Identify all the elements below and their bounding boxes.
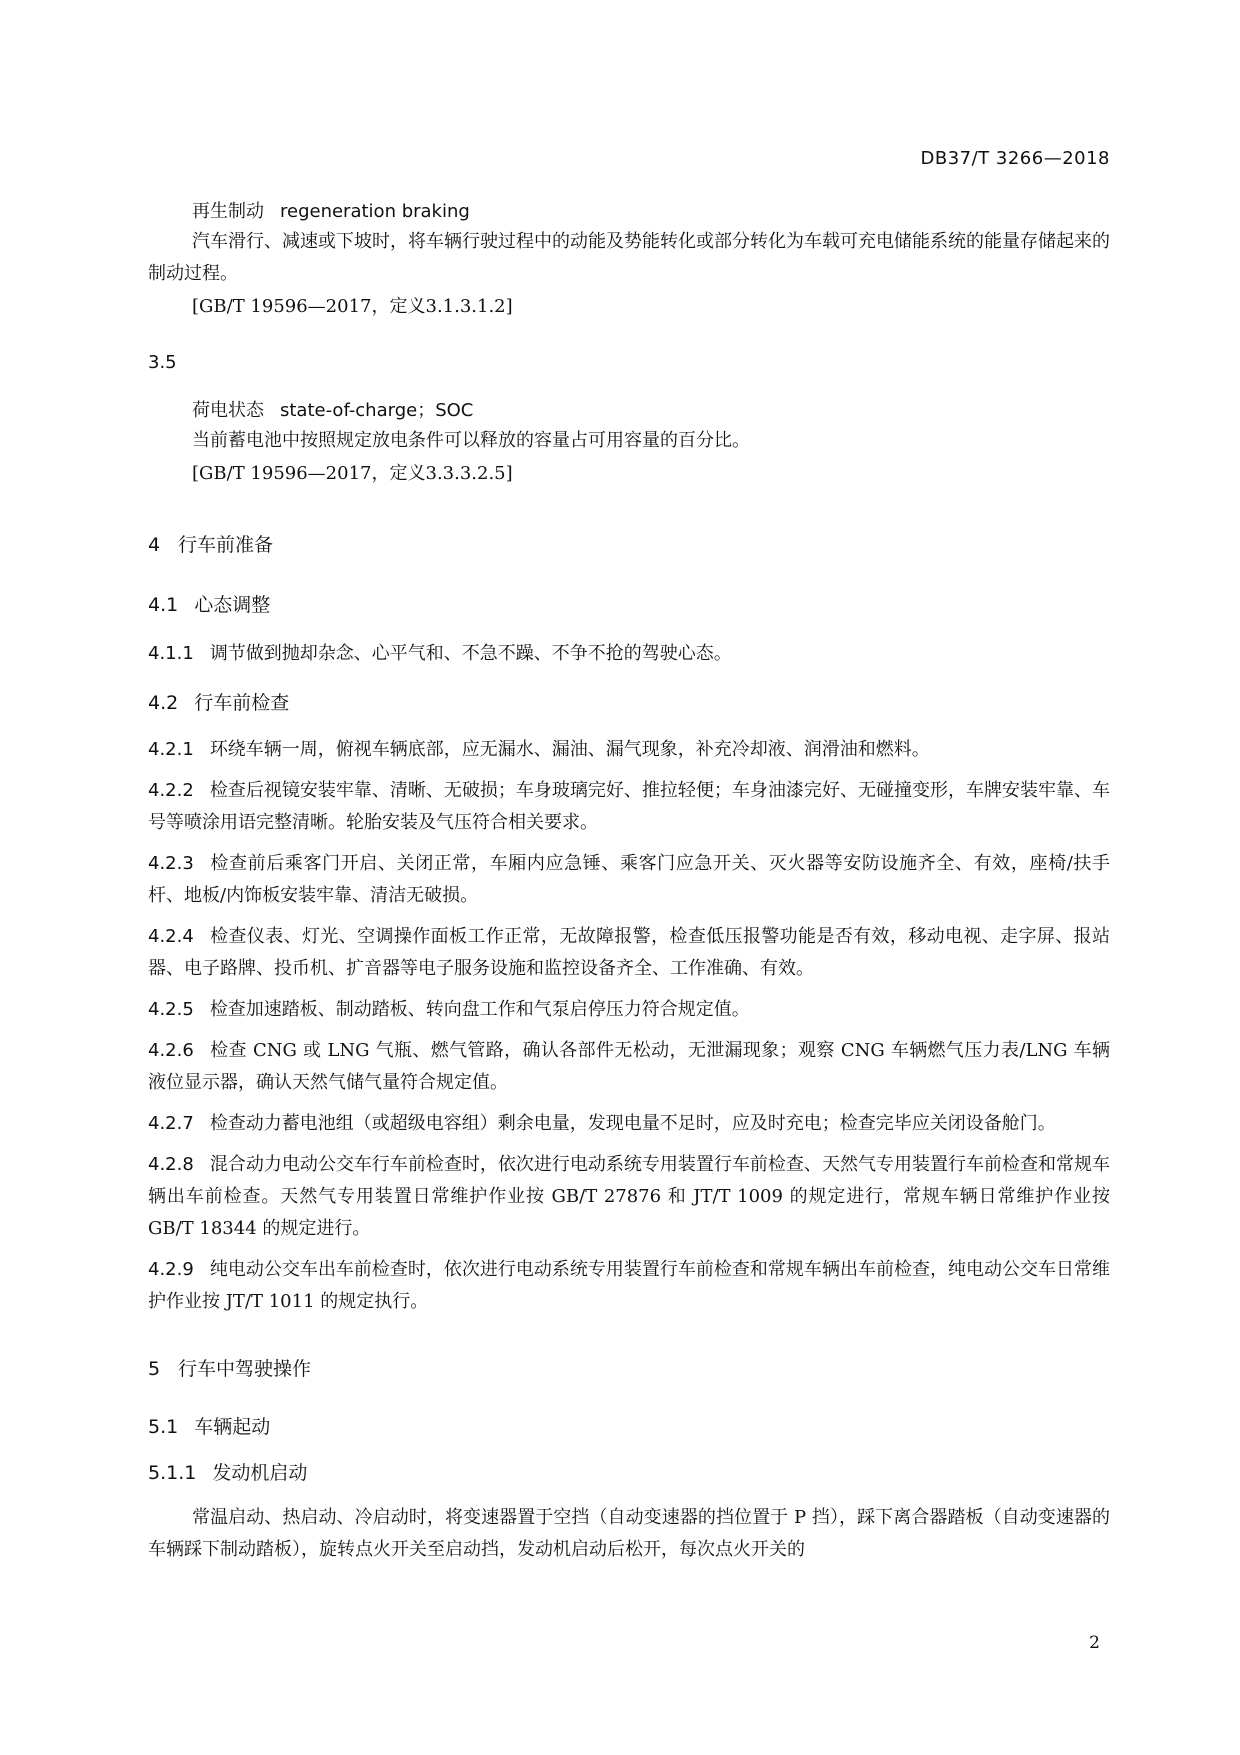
clause-item xyxy=(148,921,1110,985)
heading-title: 行车中驾驶操作 xyxy=(178,1358,312,1380)
heading-title: 发动机启动 xyxy=(212,1462,308,1484)
clause-number: 4.2.3 xyxy=(148,853,194,874)
clause-number: 4.2.1 xyxy=(148,739,194,760)
clause-text: 纯电动公交车出车前检查时，依次进行电动系统专用装置行车前检查和常规车辆出车前检查，纯电动公交车日常维护作业按 JT/T 1011 的规定执行。 xyxy=(148,1259,1110,1312)
section-3-5-number: 3.5 xyxy=(148,352,177,373)
heading-title: 心态调整 xyxy=(194,594,271,616)
page-content xyxy=(148,198,1110,1566)
section-4-1-heading xyxy=(148,590,1110,620)
clause-4-1-1 xyxy=(148,638,1110,670)
heading-number: 4.2 xyxy=(148,692,179,714)
term-cn: 荷电状态 xyxy=(192,400,264,421)
term-reference: [GB/T 19596—2017，定义3.1.3.1.2] xyxy=(192,296,513,317)
clause-item xyxy=(148,848,1110,912)
clause-text: 检查动力蓄电池组（或超级电容组）剩余电量，发现电量不足时，应及时充电；检查完毕应关闭设备舱门。 xyxy=(209,1113,1056,1134)
term-regeneration-braking xyxy=(192,198,1110,226)
heading-number: 5 xyxy=(148,1358,161,1380)
section-4-heading xyxy=(148,530,1110,560)
clause-text: 检查前后乘客门开启、关闭正常，车厢内应急锤、乘客门应急开关、灭火器等安防设施齐全、有效，座椅/扶手杆、地板/内饰板安装牢靠、清洁无破损。 xyxy=(148,853,1110,906)
heading-number: 5.1.1 xyxy=(148,1462,197,1484)
clause-item xyxy=(148,734,1110,766)
clause-number: 4.2.6 xyxy=(148,1040,194,1061)
clause-text: 环绕车辆一周，俯视车辆底部，应无漏水、漏油、漏气现象，补充冷却液、润滑油和燃料。 xyxy=(209,739,930,760)
clause-number: 4.2.4 xyxy=(148,926,194,947)
clause-text: 检查 CNG 或 LNG 气瓶、燃气管路，确认各部件无松动，无泄漏现象；观察 CNG 车辆燃气压力表/LNG 车辆液位显示器，确认天然气储气量符合规定值。 xyxy=(148,1040,1110,1093)
clause-number: 4.2.5 xyxy=(148,999,194,1020)
heading-number: 4 xyxy=(148,534,161,556)
heading-number: 4.1 xyxy=(148,594,179,616)
clause-number: 4.1.1 xyxy=(148,643,194,664)
clause-text: 调节做到抛却杂念、心平气和、不急不躁、不争不抢的驾驶心态。 xyxy=(209,643,732,664)
clause-item xyxy=(148,994,1110,1026)
clause-number: 4.2.8 xyxy=(148,1154,194,1175)
term-en: state-of-charge；SOC xyxy=(280,400,474,421)
section-5-heading xyxy=(148,1354,1110,1384)
clause-item xyxy=(148,1035,1110,1099)
term-cn: 再生制动 xyxy=(192,201,264,222)
paragraph-5-1-1: 常温启动、热启动、冷启动时，将变速器置于空挡（自动变速器的挡位置于 P 挡），踩下离合器踏板（自动变速器的车辆踩下制动踏板），旋转点火开关至启动挡，发动机启动后松开，每次点火开关的 xyxy=(148,1507,1110,1560)
heading-title: 行车前检查 xyxy=(194,692,290,714)
clause-number: 4.2.2 xyxy=(148,780,194,801)
section-5-1-heading xyxy=(148,1412,1110,1442)
clause-text: 混合动力电动公交车行车前检查时，依次进行电动系统专用装置行车前检查、天然气专用装置行车前检查和常规车辆出车前检查。天然气专用装置日常维护作业按 GB/T 27876 和 JT/T 1009 的规定进行，常规车辆日常维护作业按 GB/T 18344 的规定进行。 xyxy=(148,1154,1110,1239)
clause-number: 4.2.7 xyxy=(148,1113,194,1134)
term-en: regeneration braking xyxy=(280,201,470,222)
clause-list-4-2 xyxy=(148,734,1110,1318)
clause-item xyxy=(148,1108,1110,1140)
clause-item xyxy=(148,1149,1110,1245)
term-reference: [GB/T 19596—2017，定义3.3.3.2.5] xyxy=(192,463,513,484)
clause-text: 检查仪表、灯光、空调操作面板工作正常，无故障报警，检查低压报警功能是否有效，移动电视、走字屏、报站器、电子路牌、投币机、扩音器等电子服务设施和监控设备齐全、工作准确、有效。 xyxy=(148,926,1110,979)
term-definition: 当前蓄电池中按照规定放电条件可以释放的容量占可用容量的百分比。 xyxy=(192,430,750,451)
section-5-1-1-heading xyxy=(148,1458,1110,1488)
heading-number: 5.1 xyxy=(148,1416,179,1438)
heading-title: 车辆起动 xyxy=(194,1416,271,1438)
clause-item xyxy=(148,1254,1110,1318)
clause-number: 4.2.9 xyxy=(148,1259,194,1280)
heading-title: 行车前准备 xyxy=(178,534,274,556)
clause-item xyxy=(148,775,1110,839)
clause-text: 检查后视镜安装牢靠、清晰、无破损；车身玻璃完好、推拉轻便；车身油漆完好、无碰撞变形，车牌安装牢靠、车号等喷涂用语完整清晰。轮胎安装及气压符合相关要求。 xyxy=(148,780,1110,833)
section-4-2-heading xyxy=(148,688,1110,718)
term-definition: 汽车滑行、减速或下坡时，将车辆行驶过程中的动能及势能转化或部分转化为车载可充电储能系统的能量存储起来的制动过程。 xyxy=(148,231,1110,284)
term-state-of-charge xyxy=(192,397,1110,425)
clause-text: 检查加速踏板、制动踏板、转向盘工作和气泵启停压力符合规定值。 xyxy=(209,999,750,1020)
page-number: 2 xyxy=(1089,1633,1100,1653)
document-code-header: DB37/T 3266—2018 xyxy=(920,148,1110,169)
